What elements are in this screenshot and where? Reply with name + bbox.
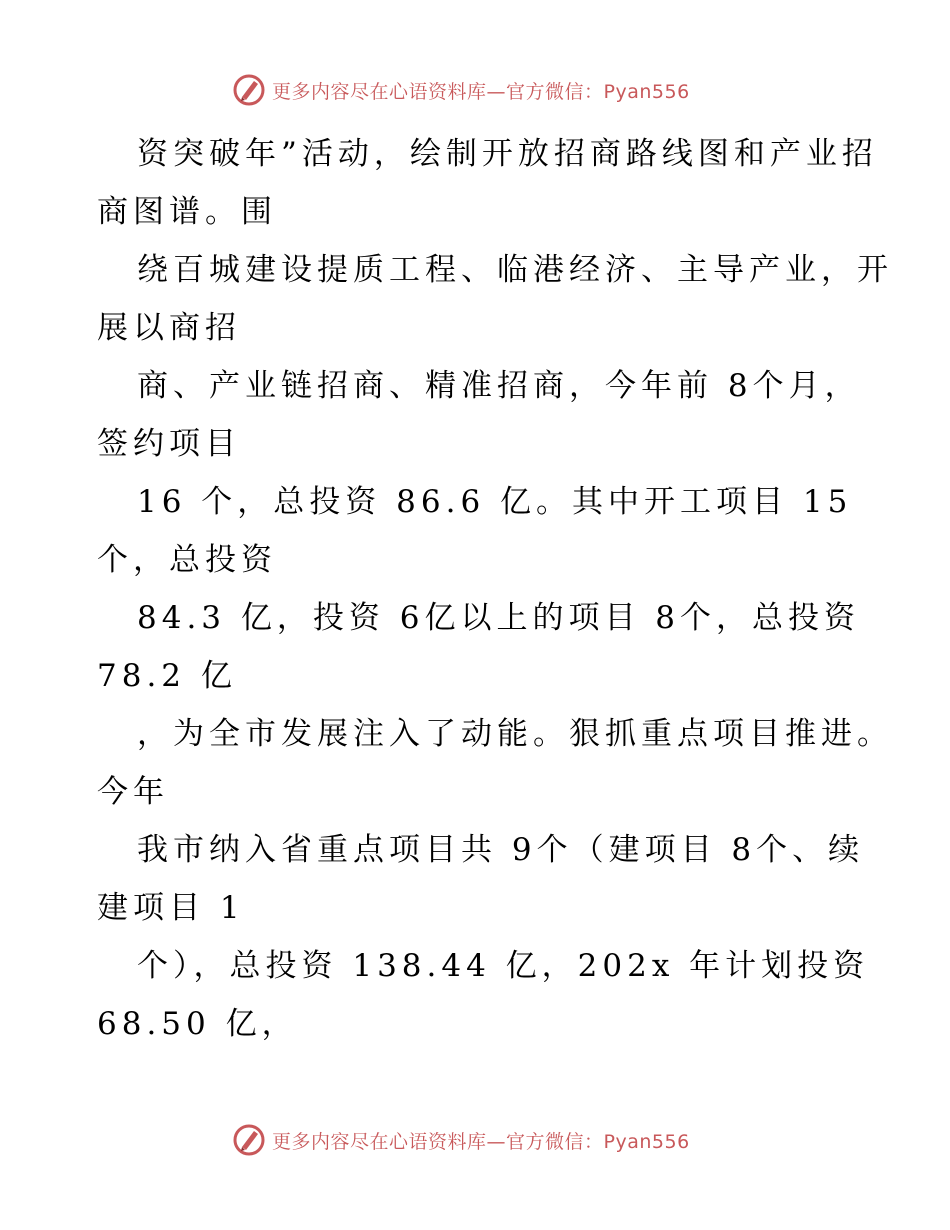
text-line: 个），总投资 138.44 亿，202x 年计划投资 <box>137 948 870 984</box>
text-line: 68.50 亿， <box>97 1006 298 1042</box>
text-line: 商、产业链招商、精准招商，今年前 8个月， <box>137 368 861 404</box>
text-line: 绕百城建设提质工程、临港经济、主导产业，开 <box>137 252 893 288</box>
text-line: 资突破年”活动，绘制开放招商路线图和产业招 <box>137 136 878 172</box>
text-line: 建项目 1 <box>97 890 245 926</box>
text-line: 商图谱。围 <box>97 194 277 230</box>
text-line: 78.2 亿 <box>97 658 237 694</box>
watermark-text: 更多内容尽在心语资料库—官方微信：Pyan556 <box>272 1130 690 1153</box>
pen-logo-icon <box>232 73 266 107</box>
text-line: 我市纳入省重点项目共 9个（建项目 8个、续 <box>137 832 865 868</box>
text-line: 签约项目 <box>97 426 241 462</box>
text-line: 展以商招 <box>97 310 241 346</box>
text-line: 16 个，总投资 86.6 亿。其中开工项目 15 <box>137 484 853 520</box>
text-line: 84.3 亿，投资 6亿以上的项目 8个，总投资 <box>137 600 861 636</box>
text-line: 个，总投资 <box>97 542 277 578</box>
pen-logo-icon <box>232 1123 266 1157</box>
text-line: 今年 <box>97 774 169 810</box>
text-line: ，为全市发展注入了动能。狠抓重点项目推进。 <box>137 716 893 752</box>
watermark-text: 更多内容尽在心语资料库—官方微信：Pyan556 <box>272 80 690 103</box>
header-watermark <box>232 70 712 110</box>
footer-watermark <box>232 1120 712 1160</box>
document-body <box>97 125 893 1053</box>
